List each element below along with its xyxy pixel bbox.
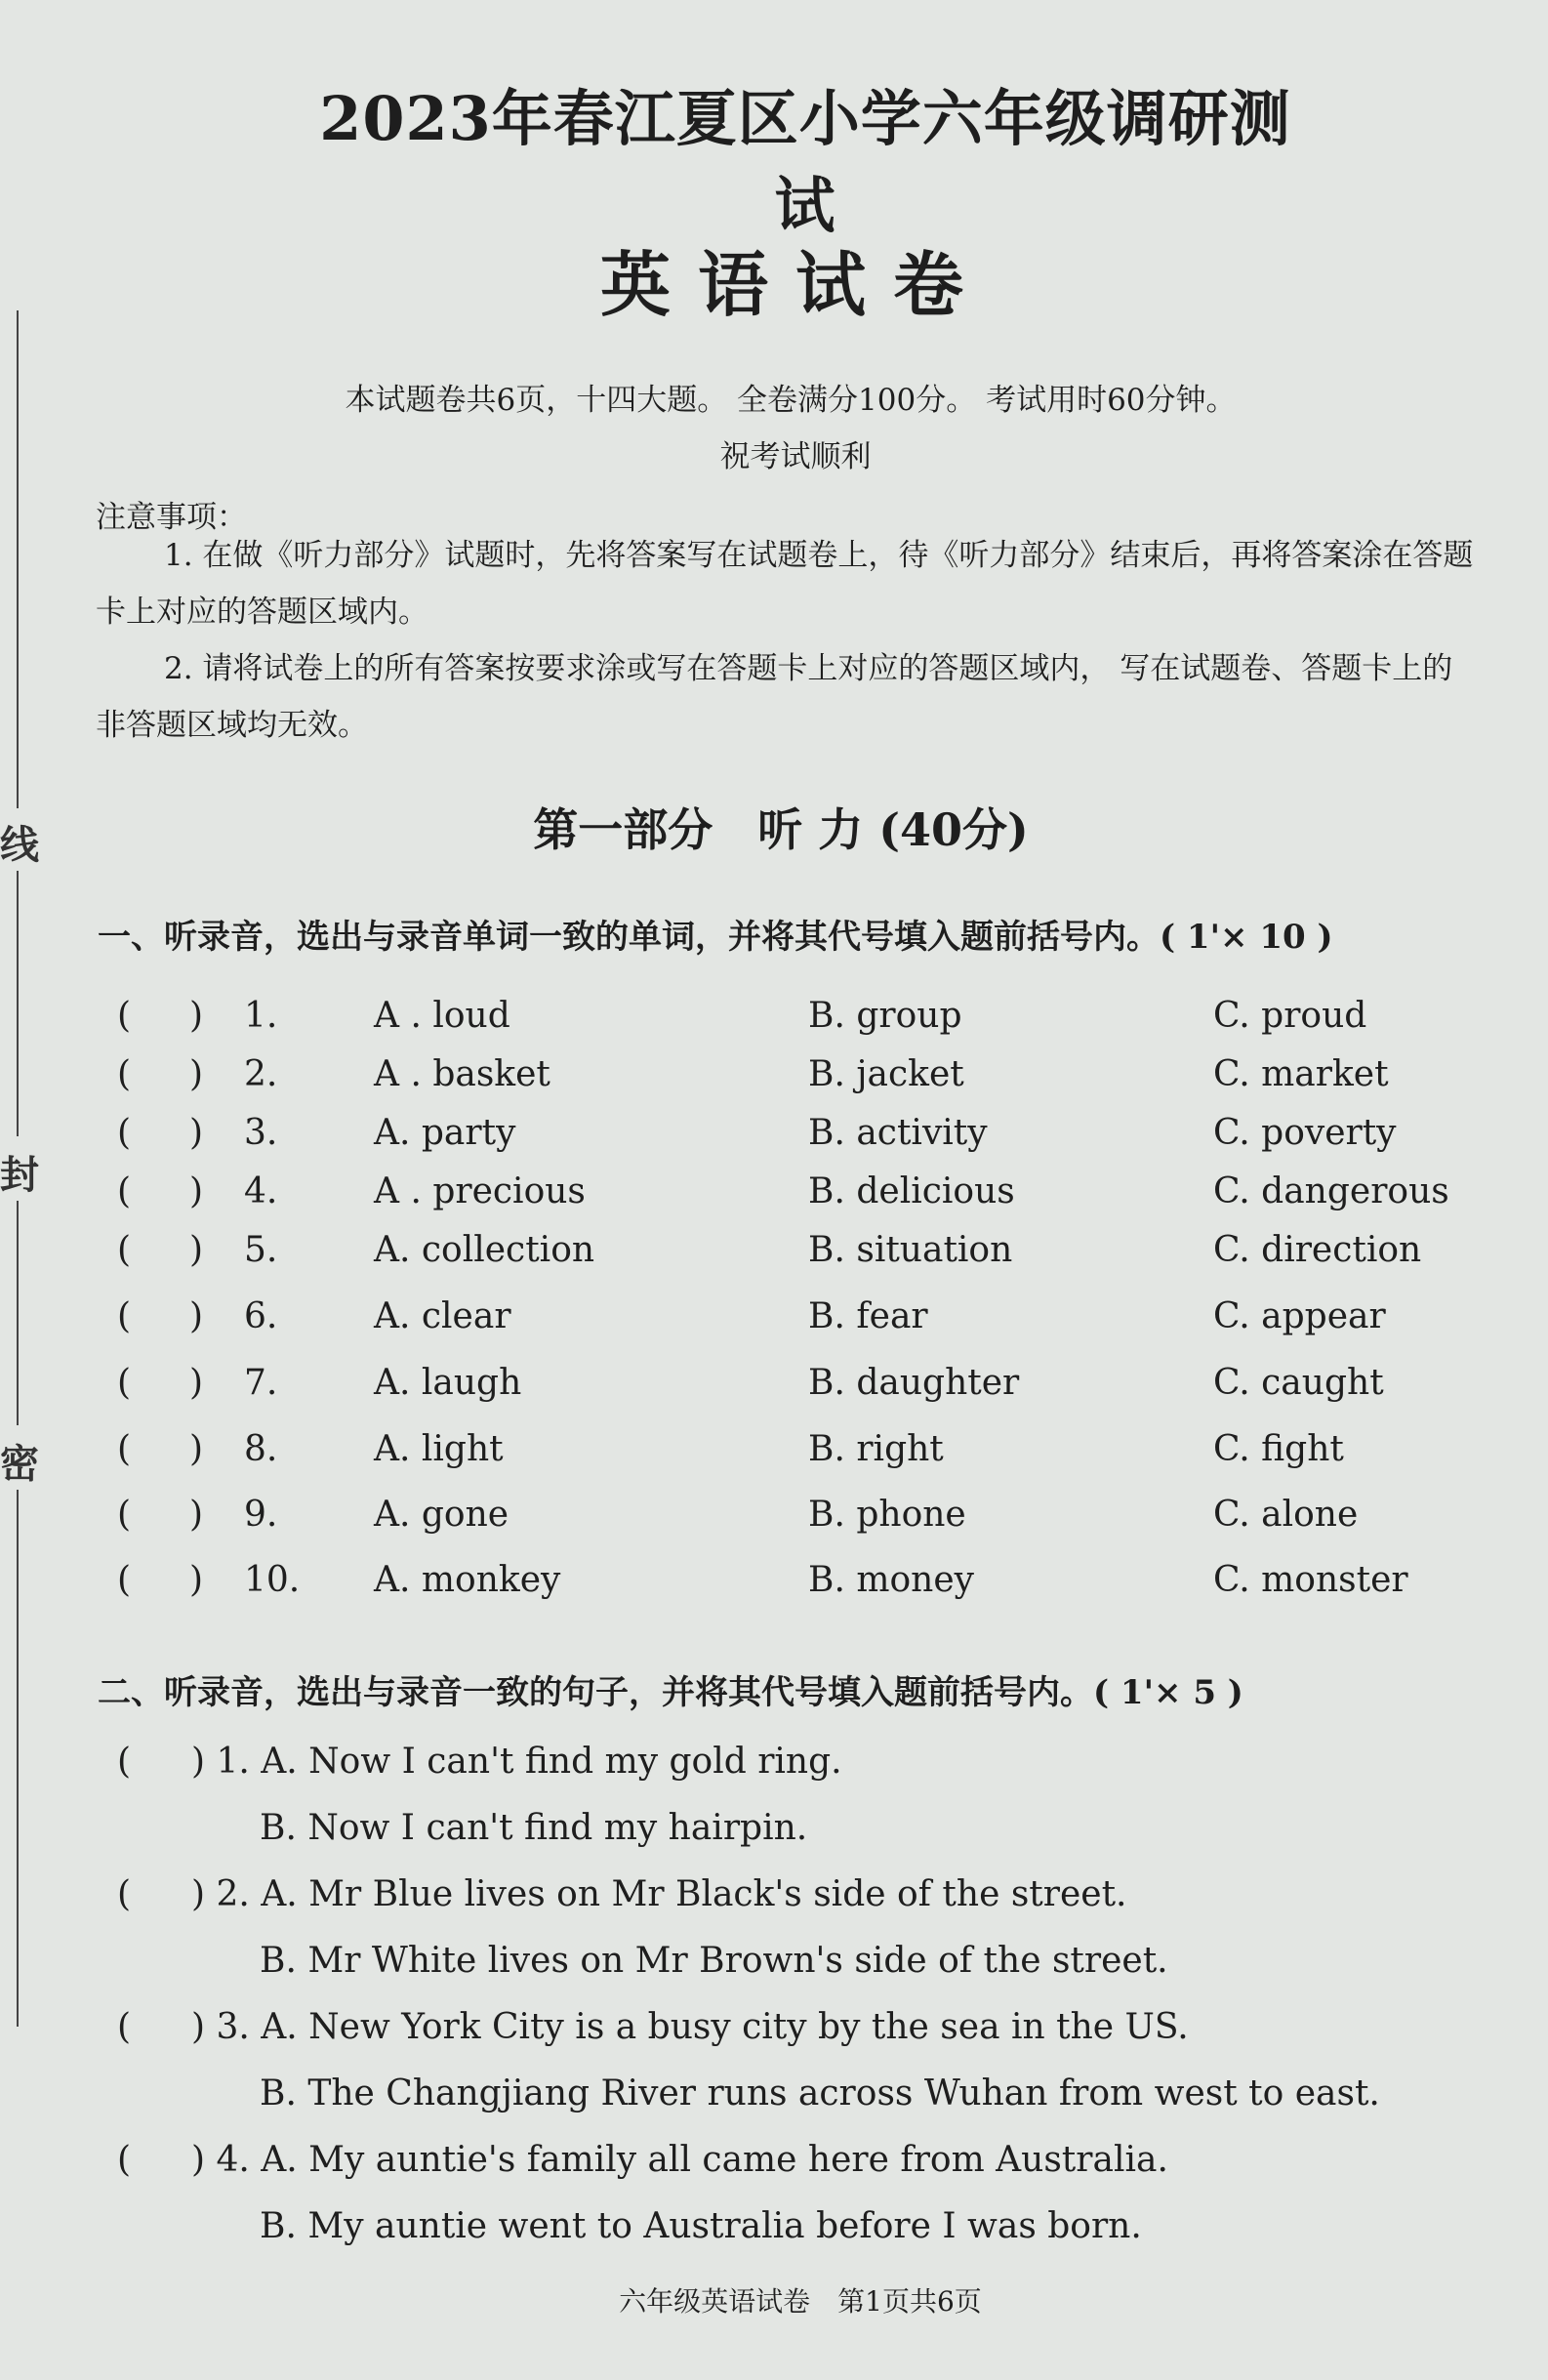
option-b: B. money	[808, 1560, 974, 1600]
answer-paren-open: (	[117, 1363, 132, 1403]
option-c: C. poverty	[1213, 1113, 1397, 1153]
part-title: 第一部分 听 力 (40分)	[533, 803, 1029, 856]
question-row	[0, 1113, 1548, 1171]
sentence-option-b: B. The Changjiang River runs across Wuhan from west to east.	[260, 2073, 1380, 2113]
exam-title: 2023年春江夏区小学六年级调研测试	[319, 83, 1291, 241]
answer-paren-close: )	[189, 1054, 204, 1094]
option-b: B. right	[808, 1429, 944, 1469]
answer-paren-close: )	[189, 996, 204, 1036]
question-row	[0, 1230, 1548, 1289]
answer-paren-open: (	[117, 1296, 132, 1336]
answer-paren-open: (	[117, 1742, 132, 1782]
option-c: C. dangerous	[1213, 1171, 1449, 1211]
answer-paren-close: )	[189, 1429, 204, 1469]
question-number: 6.	[244, 1296, 278, 1336]
answer-paren-open: (	[117, 1054, 132, 1094]
option-b: B. daughter	[808, 1363, 1020, 1403]
option-c: C. fight	[1213, 1429, 1344, 1469]
question-row	[0, 1495, 1548, 1553]
sentence-option-row	[0, 1941, 1548, 1999]
answer-paren-open: (	[117, 1113, 132, 1153]
option-a: A. gone	[374, 1495, 509, 1535]
question-row	[0, 1171, 1548, 1230]
sentence-option-a: ) 3. A. New York City is a busy city by the sea in the US.	[191, 2007, 1189, 2047]
sentence-question-row	[0, 2140, 1548, 2198]
sentence-option-b: B. My auntie went to Australia before I was born.	[260, 2206, 1142, 2246]
option-c: C. caught	[1213, 1363, 1384, 1403]
question-number: 2.	[244, 1054, 278, 1094]
option-a: A . precious	[374, 1171, 586, 1211]
answer-paren-close: )	[189, 1113, 204, 1153]
binding-mark-mi: 密	[0, 1441, 39, 1487]
question-number: 9.	[244, 1495, 278, 1535]
option-c: C. proud	[1213, 996, 1367, 1036]
question-row	[0, 1429, 1548, 1488]
option-b: B. activity	[808, 1113, 988, 1153]
answer-paren-open: (	[117, 1171, 132, 1211]
question-number: 3.	[244, 1113, 278, 1153]
option-b: B. jacket	[808, 1054, 964, 1094]
answer-paren-open: (	[117, 1230, 132, 1270]
sentence-option-row	[0, 1808, 1548, 1867]
answer-paren-close: )	[189, 1495, 204, 1535]
option-a: A . loud	[374, 996, 510, 1036]
option-b: B. group	[808, 996, 962, 1036]
page-footer: 六年级英语试卷 第1页共6页	[619, 2285, 982, 2318]
note-item: 2. 请将试卷上的所有答案按要求涂或写在答题卡上对应的答题区域内， 写在试题卷、答题卡上的非答题区域均无效。	[96, 651, 1453, 743]
question-number: 4.	[244, 1171, 278, 1211]
option-a: A . basket	[374, 1054, 550, 1094]
question-row	[0, 1363, 1548, 1421]
answer-paren-open: (	[117, 1560, 132, 1600]
sentence-question-row	[0, 1874, 1548, 1933]
binding-mark-xian: 线	[0, 822, 39, 868]
sentence-option-row	[0, 2206, 1548, 2265]
sentence-option-a: ) 4. A. My auntie's family all came here from Australia.	[191, 2140, 1168, 2180]
question-number: 10.	[244, 1560, 301, 1600]
question-row	[0, 1296, 1548, 1355]
option-a: A. light	[374, 1429, 504, 1469]
option-c: C. appear	[1213, 1296, 1386, 1336]
sentence-question-row	[0, 2007, 1548, 2066]
answer-paren-open: (	[117, 2007, 132, 2047]
sentence-option-b: B. Now I can't find my hairpin.	[260, 1808, 808, 1848]
option-a: A. laugh	[374, 1363, 522, 1403]
answer-paren-open: (	[117, 1429, 132, 1469]
sentence-question-row	[0, 1742, 1548, 1800]
answer-paren-open: (	[117, 1874, 132, 1914]
option-c: C. alone	[1213, 1495, 1359, 1535]
option-b: B. fear	[808, 1296, 928, 1336]
answer-paren-open: (	[117, 1495, 132, 1535]
question-number: 1.	[244, 996, 278, 1036]
answer-paren-open: (	[117, 996, 132, 1036]
option-a: A. monkey	[374, 1560, 561, 1600]
question-row	[0, 1054, 1548, 1113]
exam-info: 本试题卷共6页，十四大题。 全卷满分100分。 考试用时60分钟。	[345, 383, 1237, 418]
question-number: 7.	[244, 1363, 278, 1403]
option-c: C. market	[1213, 1054, 1389, 1094]
option-a: A. collection	[374, 1230, 595, 1270]
question-number: 5.	[244, 1230, 278, 1270]
sentence-option-a: ) 2. A. Mr Blue lives on Mr Black's side of the street.	[191, 1874, 1127, 1914]
answer-paren-close: )	[189, 1560, 204, 1600]
option-b: B. phone	[808, 1495, 966, 1535]
option-b: B. delicious	[808, 1171, 1015, 1211]
option-b: B. situation	[808, 1230, 1013, 1270]
answer-paren-close: )	[189, 1171, 204, 1211]
question-row	[0, 1560, 1548, 1619]
answer-paren-close: )	[189, 1230, 204, 1270]
notes-heading: 注意事项：	[96, 500, 247, 535]
sentence-option-a: ) 1. A. Now I can't find my gold ring.	[191, 1742, 842, 1782]
section-title: 二、听录音，选出与录音一致的句子，并将其代号填入题前括号内。( 1'× 5 )	[98, 1673, 1243, 1712]
note-item: 1. 在做《听力部分》试题时，先将答案写在试题卷上，待《听力部分》结束后，再将答案涂在答题卡上对应的答题区域内。	[96, 538, 1474, 630]
option-c: C. direction	[1213, 1230, 1422, 1270]
option-a: A. party	[374, 1113, 516, 1153]
section-title: 一、听录音，选出与录音单词一致的单词，并将其代号填入题前括号内。( 1'× 10 )	[98, 918, 1333, 957]
exam-subject-title: 英语试卷	[599, 243, 991, 326]
exam-wish: 祝考试顺利	[719, 439, 872, 474]
answer-paren-close: )	[189, 1296, 204, 1336]
question-number: 8.	[244, 1429, 278, 1469]
question-row	[0, 996, 1548, 1054]
sentence-option-row	[0, 2073, 1548, 2132]
answer-paren-open: (	[117, 2140, 132, 2180]
sentence-option-b: B. Mr White lives on Mr Brown's side of the street.	[260, 1941, 1168, 1981]
option-c: C. monster	[1213, 1560, 1408, 1600]
binding-mark-feng: 封	[0, 1152, 39, 1198]
binding-line-top	[17, 310, 19, 808]
answer-paren-close: )	[189, 1363, 204, 1403]
option-a: A. clear	[374, 1296, 511, 1336]
